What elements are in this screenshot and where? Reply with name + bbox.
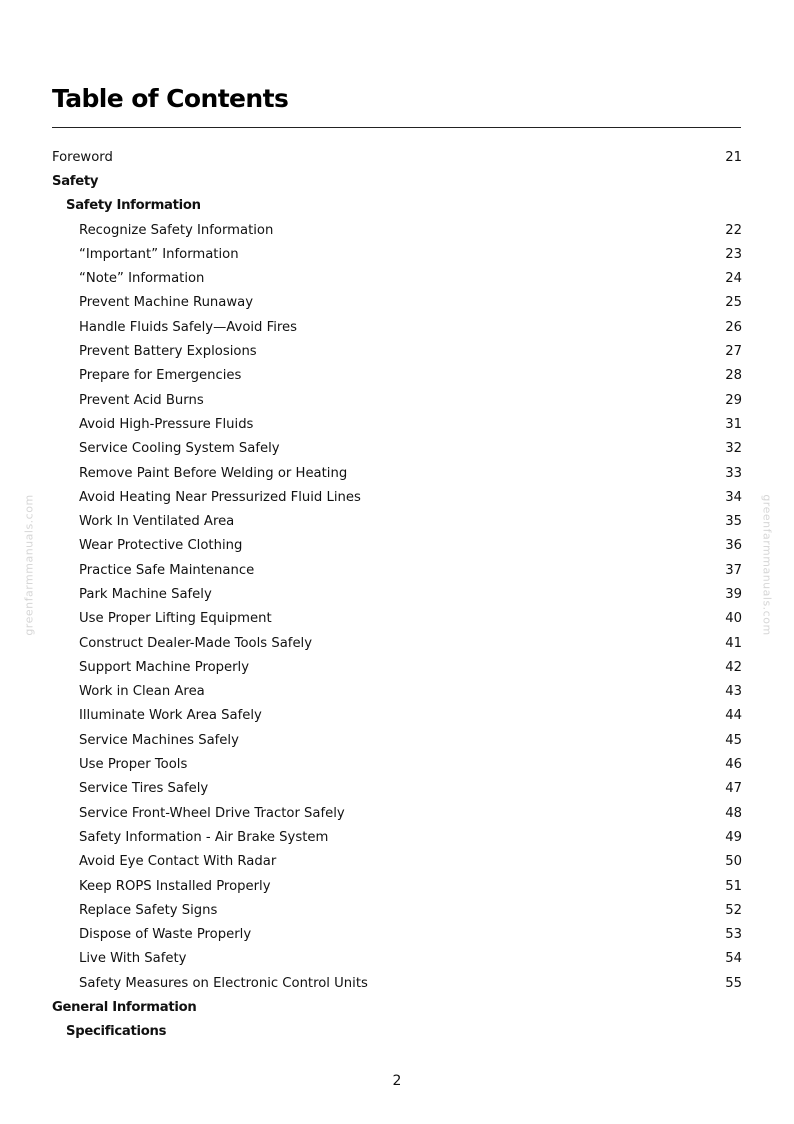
toc-section-heading[interactable] <box>52 145 742 169</box>
toc-entry[interactable] <box>52 801 742 825</box>
toc-entry-title: Remove Paint Before Welding or Heating <box>79 465 348 481</box>
toc-entry-title: Safety Information <box>66 198 201 214</box>
toc-entry[interactable] <box>52 874 742 898</box>
toc-entry-title: Avoid Heating Near Pressurized Fluid Lines <box>79 489 361 505</box>
toc-entry-title: Service Tires Safely <box>79 781 209 797</box>
toc-entry-title: Avoid Eye Contact With Radar <box>79 854 277 870</box>
toc-entry-title: Prevent Battery Explosions <box>79 344 257 360</box>
toc-entry-page: 34 <box>725 489 742 505</box>
toc-entry-title: Specifications <box>66 1024 167 1040</box>
toc-entry[interactable] <box>52 364 742 388</box>
toc-entry[interactable] <box>52 412 742 436</box>
toc-entry-title: General Information <box>52 1000 197 1016</box>
toc-entry-title: Replace Safety Signs <box>79 902 218 918</box>
toc-section-heading[interactable] <box>52 169 742 193</box>
toc-entry-title: Safety Information - Air Brake System <box>79 829 329 845</box>
toc-entry[interactable] <box>52 850 742 874</box>
toc-entry-title: Safety Measures on Electronic Control Units <box>79 975 368 991</box>
toc-entry-title: Live With Safety <box>79 951 187 967</box>
toc-entry[interactable] <box>52 923 742 947</box>
toc-entry[interactable] <box>52 315 742 339</box>
toc-entry-page: 24 <box>725 271 742 287</box>
toc-entry-page: 33 <box>725 465 742 481</box>
toc-entry-title: Illuminate Work Area Safely <box>79 708 262 724</box>
toc-entry-title: Recognize Safety Information <box>79 222 274 238</box>
toc-entry-page: 25 <box>725 295 742 311</box>
toc-entry[interactable] <box>52 752 742 776</box>
toc-entry-title: “Important” Information <box>79 246 239 262</box>
toc-entry-page: 50 <box>725 854 742 870</box>
toc-entry-title: Support Machine Properly <box>79 659 250 675</box>
toc-entry-title: Keep ROPS Installed Properly <box>79 878 271 894</box>
toc-entry-page: 37 <box>725 562 742 578</box>
table-of-contents <box>52 145 742 1044</box>
toc-entry[interactable] <box>52 461 742 485</box>
toc-entry-title: Service Machines Safely <box>79 732 239 748</box>
toc-entry-page: 31 <box>725 416 742 432</box>
toc-entry-title: Dispose of Waste Properly <box>79 927 252 943</box>
toc-entry-title: Safety <box>52 173 99 189</box>
toc-entry[interactable] <box>52 582 742 606</box>
toc-entry-title: Work In Ventilated Area <box>79 514 235 530</box>
toc-entry[interactable] <box>52 485 742 509</box>
toc-entry-title: Prevent Acid Burns <box>79 392 204 408</box>
toc-entry-page: 36 <box>725 538 742 554</box>
toc-entry-title: Use Proper Lifting Equipment <box>79 611 272 627</box>
toc-entry-page: 23 <box>725 246 742 262</box>
toc-entry[interactable] <box>52 534 742 558</box>
toc-entry[interactable] <box>52 898 742 922</box>
toc-entry[interactable] <box>52 242 742 266</box>
page-number: 2 <box>392 1073 402 1089</box>
toc-entry-page: 21 <box>725 149 742 165</box>
toc-entry-title: Service Front-Wheel Drive Tractor Safely <box>79 805 345 821</box>
toc-entry-page: 32 <box>725 441 742 457</box>
toc-entry-title: Handle Fluids Safely—Avoid Fires <box>79 319 298 335</box>
toc-entry-title: Wear Protective Clothing <box>79 538 243 554</box>
toc-section-heading[interactable] <box>52 194 742 218</box>
watermark-right: greenfarmmanuals.com <box>760 494 774 636</box>
toc-entry[interactable] <box>52 947 742 971</box>
toc-entry-page: 28 <box>725 368 742 384</box>
toc-entry[interactable] <box>52 558 742 582</box>
toc-entry[interactable] <box>52 631 742 655</box>
toc-entry-title: Park Machine Safely <box>79 586 212 602</box>
toc-entry[interactable] <box>52 218 742 242</box>
toc-entry-page: 45 <box>725 732 742 748</box>
toc-entry-title: Prevent Machine Runaway <box>79 295 254 311</box>
toc-entry-page: 48 <box>725 805 742 821</box>
toc-entry-page: 44 <box>725 708 742 724</box>
toc-entry-page: 22 <box>725 222 742 238</box>
toc-entry-page: 52 <box>725 902 742 918</box>
toc-entry-title: Prepare for Emergencies <box>79 368 242 384</box>
toc-entry-page: 27 <box>725 344 742 360</box>
toc-entry[interactable] <box>52 655 742 679</box>
toc-entry-title: Use Proper Tools <box>79 757 188 773</box>
toc-entry-page: 40 <box>725 611 742 627</box>
toc-entry-page: 53 <box>725 927 742 943</box>
page-title: Table of Contents <box>52 84 289 113</box>
toc-entry-page: 26 <box>725 319 742 335</box>
toc-entry-page: 41 <box>725 635 742 651</box>
toc-entry-page: 49 <box>725 829 742 845</box>
toc-entry-title: Foreword <box>52 149 113 165</box>
toc-entry[interactable] <box>52 607 742 631</box>
toc-entry-title: Practice Safe Maintenance <box>79 562 255 578</box>
toc-section-heading[interactable] <box>52 1020 742 1044</box>
toc-entry-title: Work in Clean Area <box>79 684 205 700</box>
toc-entry-page: 43 <box>725 684 742 700</box>
toc-entry[interactable] <box>52 704 742 728</box>
toc-entry[interactable] <box>52 291 742 315</box>
toc-section-heading[interactable] <box>52 995 742 1019</box>
toc-entry[interactable] <box>52 777 742 801</box>
watermark-left: greenfarmmanuals.com <box>22 494 36 636</box>
toc-entry-title: Avoid High-Pressure Fluids <box>79 416 254 432</box>
toc-entry[interactable] <box>52 388 742 412</box>
toc-entry-page: 54 <box>725 951 742 967</box>
toc-entry[interactable] <box>52 339 742 363</box>
toc-entry-title: “Note” Information <box>79 271 205 287</box>
toc-entry-page: 42 <box>725 659 742 675</box>
toc-entry-title: Service Cooling System Safely <box>79 441 280 457</box>
toc-entry[interactable] <box>52 266 742 290</box>
toc-entry[interactable] <box>52 509 742 533</box>
title-divider <box>52 127 741 128</box>
toc-entry[interactable] <box>52 971 742 995</box>
toc-entry[interactable] <box>52 825 742 849</box>
toc-entry-page: 55 <box>725 975 742 991</box>
toc-entry-page: 46 <box>725 757 742 773</box>
toc-entry[interactable] <box>52 680 742 704</box>
toc-entry-page: 39 <box>725 586 742 602</box>
toc-entry[interactable] <box>52 728 742 752</box>
toc-entry-page: 47 <box>725 781 742 797</box>
toc-entry-page: 29 <box>725 392 742 408</box>
toc-entry[interactable] <box>52 437 742 461</box>
toc-entry-page: 51 <box>725 878 742 894</box>
toc-entry-title: Construct Dealer-Made Tools Safely <box>79 635 313 651</box>
toc-entry-page: 35 <box>725 514 742 530</box>
